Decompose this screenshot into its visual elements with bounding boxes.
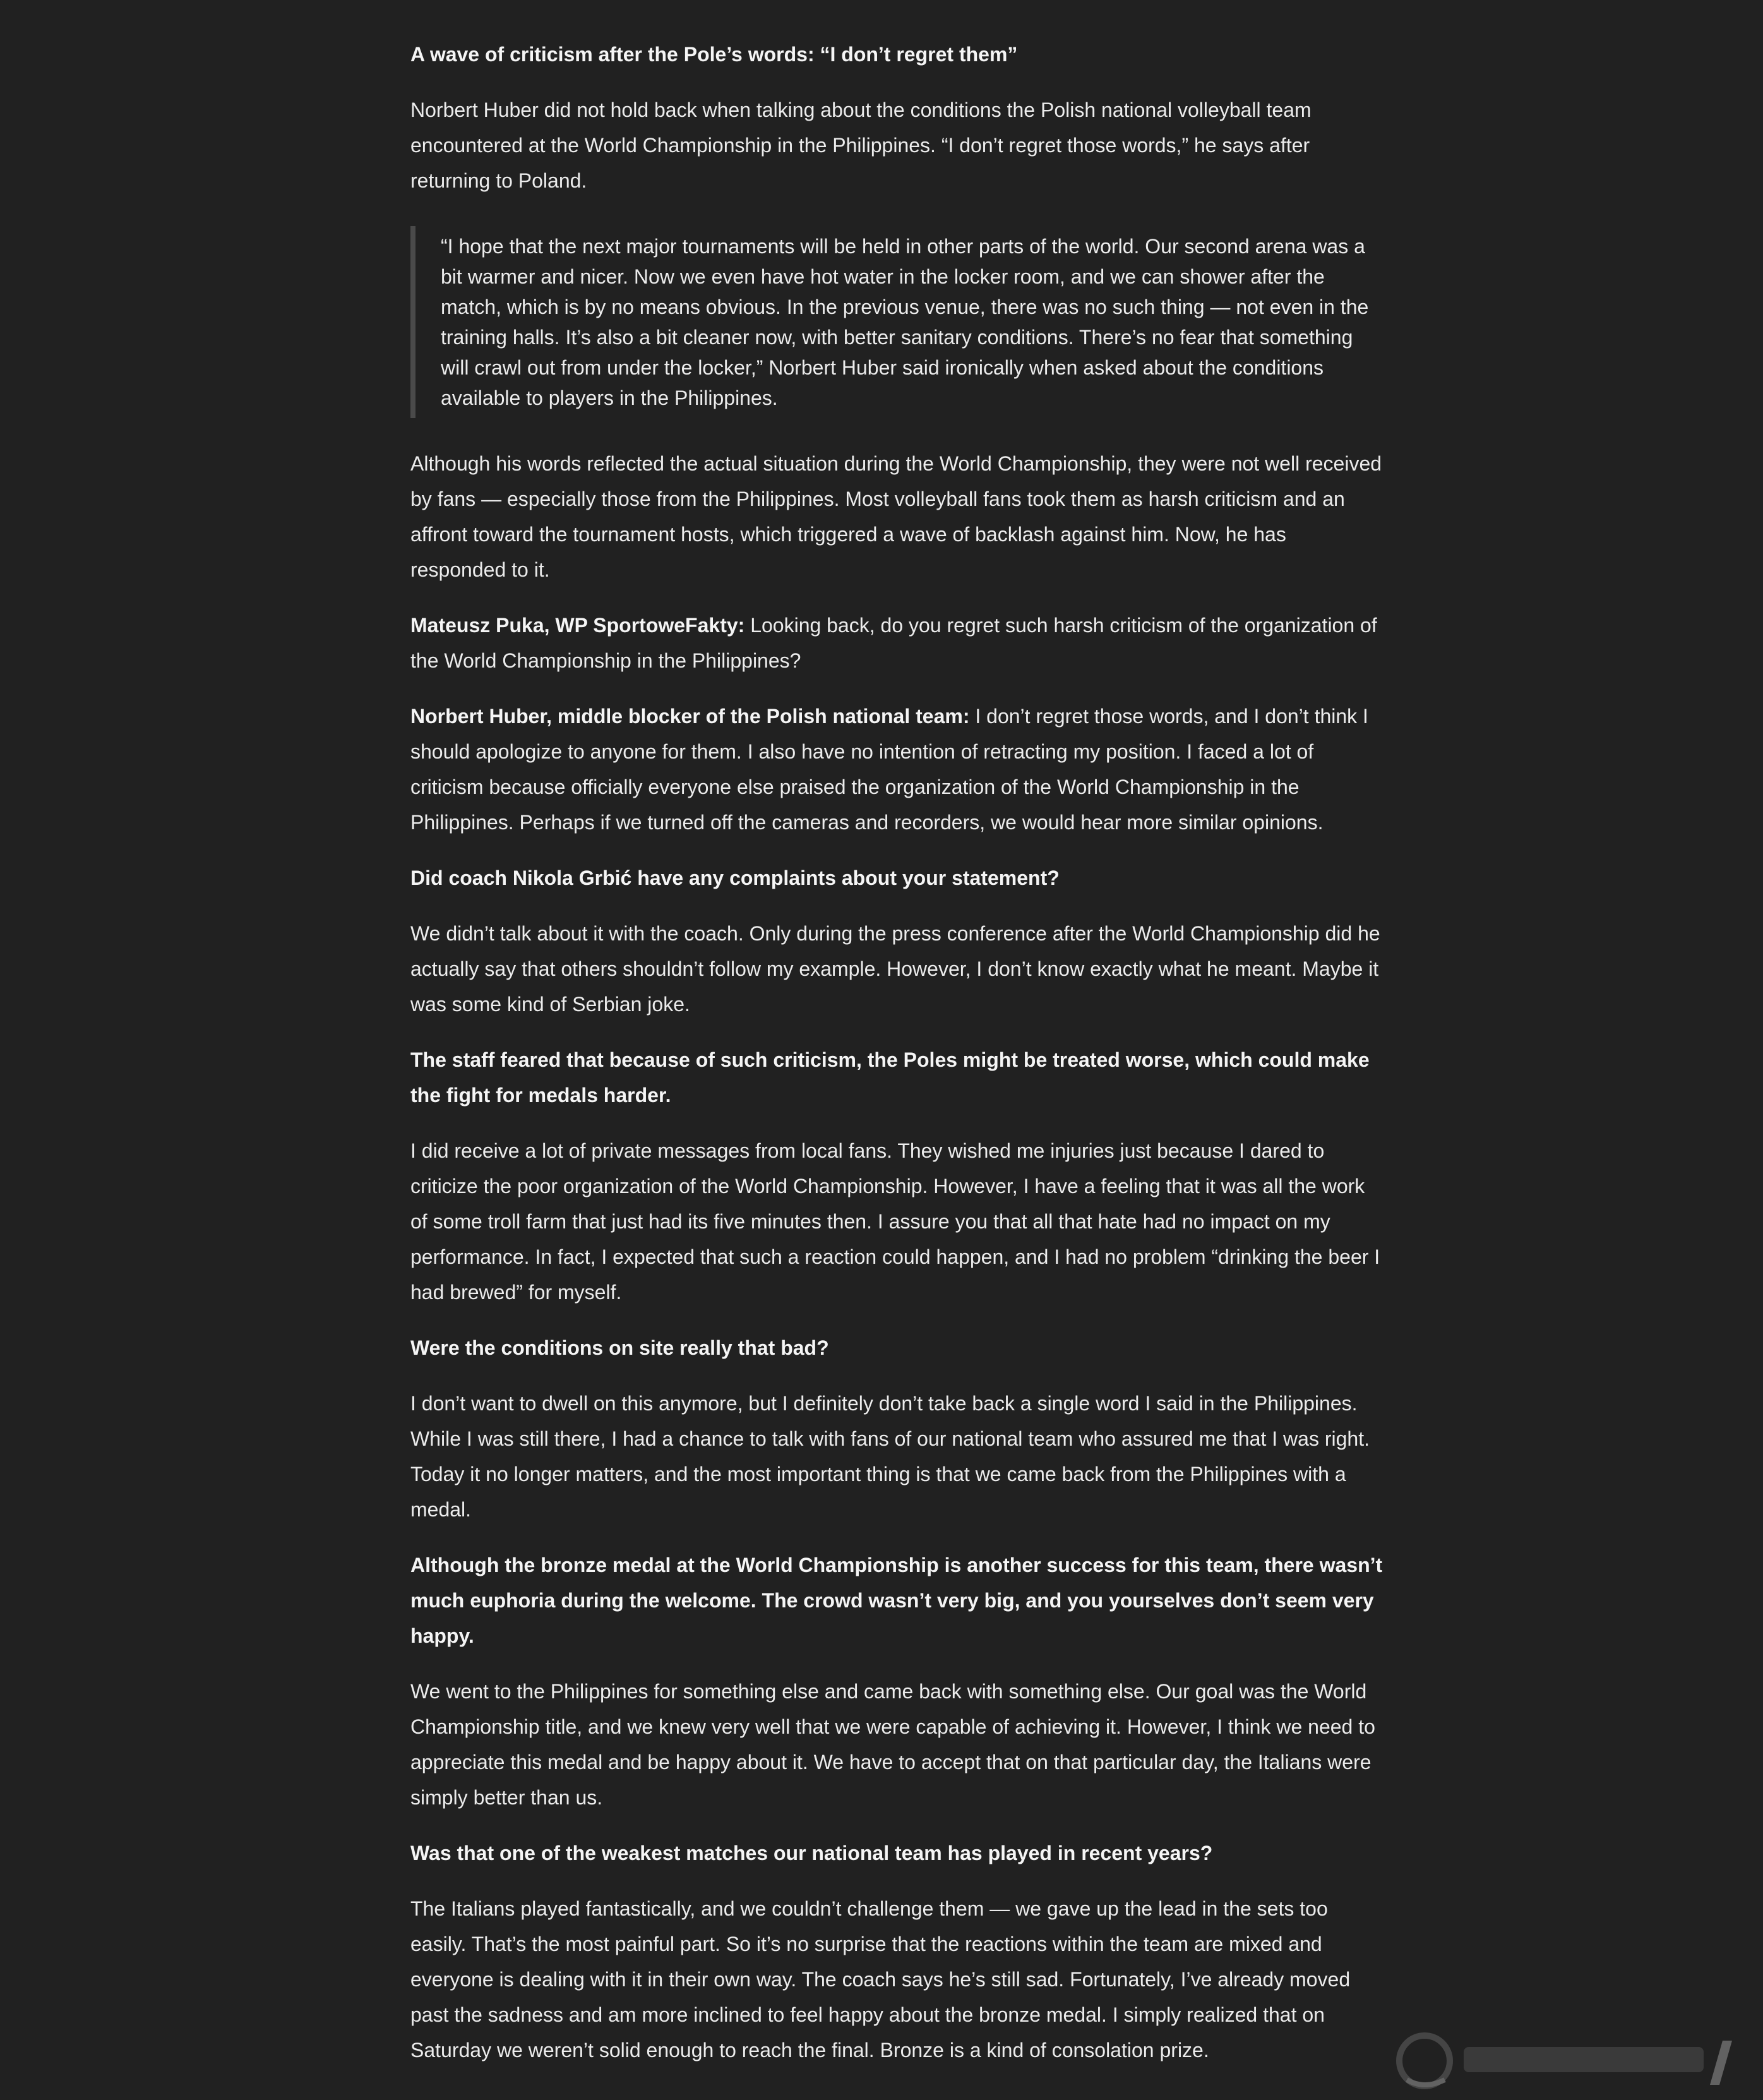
interview-question-2: Did coach Nikola Grbić have any complaints about your statement? [410, 867, 1060, 889]
answer-1-text: I don’t regret those words, and I don’t think I should apologize to anyone for them. I also have no intention of retracting my position. I faced a lot of criticism because officially everyone else praised the organization of the World Championship in the Philippines. Perhaps if we turned off the cameras and recorders, we would hear more similar opinions. [410, 705, 1368, 834]
interviewee-name: Norbert Huber, middle blocker of the Polish national team: [410, 705, 970, 728]
interview-question-5: Although the bronze medal at the World Championship is another success for this team, there wasn’t much euphoria during the welcome. The crowd wasn’t very big, and you yourselves don’t seem very happy. [410, 1554, 1383, 1647]
interview-answer-6: The Italians played fantastically, and we couldn’t challenge them — we gave up the lead in the sets too easily. That’s the most painful part. So it’s no surprise that the reactions within the team are mixed and everyone is dealing with it in their own way. The coach says he’s still sad. Fortunately, I’ve already moved past the sadness and am more inclined to feel happy about the bronze medal. I simply realized that on Saturday we weren’t solid enough to reach the final. Bronze is a kind of consolation prize. [410, 1897, 1351, 2061]
watermark-logo [1394, 2022, 1748, 2091]
interview-question-3: The staff feared that because of such criticism, the Poles might be treated worse, which could make the fight for medals harder. [410, 1048, 1370, 1107]
interview-question-6: Was that one of the weakest matches our national team has played in recent years? [410, 1842, 1213, 1864]
blockquote: “I hope that the next major tournaments will be held in other parts of the world. Our second arena was a bit warmer and nicer. Now we even have hot water in the locker room, and we can shower after the match, which is by no means obvious. In the previous venue, there was no such thing — not even in the training halls. It’s also a bit cleaner now, with better sanitary conditions. There’s no fear that something will crawl out from under the locker,” Norbert Huber said ironically when asked about the conditions available to players in the Philippines. [410, 226, 1386, 418]
interview-answer-2: We didn’t talk about it with the coach. Only during the press conference after the World Championship did he actually say that others shouldn’t follow my example. However, I don’t know exactly what he meant. Maybe it was some kind of Serbian joke. [410, 922, 1380, 1016]
interviewer-name: Mateusz Puka, WP SportoweFakty: [410, 614, 745, 637]
interview-answer-3: I did receive a lot of private messages from local fans. They wished me injuries just because I dared to criticize the poor organization of the World Championship. However, I have a feeling that it was all the work of some troll farm that just had its five minutes then. I assure you that all that hate had no impact on my performance. In fact, I expected that such a reaction could happen, and I had no problem “drinking the beer I had brewed” for myself. [410, 1139, 1380, 1304]
article-body [410, 37, 1386, 2088]
article-heading: A wave of criticism after the Pole’s words: “I don’t regret them” [410, 43, 1018, 66]
interview-question-1 [410, 608, 1386, 678]
reception-paragraph: Although his words reflected the actual situation during the World Championship, they were not well received by fans — especially those from the Philippines. Most volleyball fans took them as harsh criticism and an affront toward the tournament hosts, which triggered a wave of backlash against him. Now, he has responded to it. [410, 452, 1382, 581]
question-1-text: Looking back, do you regret such harsh criticism of the organization of the World Championship in the Philippines? [410, 614, 1377, 672]
interview-answer-4: I don’t want to dwell on this anymore, but I definitely don’t take back a single word I said in the Philippines. While I was still there, I had a chance to talk with fans of our national team who assured me that I was right. Today it no longer matters, and the most important thing is that we came back from the Philippines with a medal. [410, 1392, 1370, 1521]
interview-answer-5: We went to the Philippines for something else and came back with something else. Our goal was the World Championship title, and we knew very well that we were capable of achieving it. However, I think we need to appreciate this medal and be happy about it. We have to accept that on that particular day, the Italians were simply better than us. [410, 1680, 1375, 1809]
interview-answer-1 [410, 699, 1386, 840]
interview-question-4: Were the conditions on site really that bad? [410, 1336, 829, 1359]
intro-paragraph: Norbert Huber did not hold back when talking about the conditions the Polish national volleyball team encountered at the World Championship in the Philippines. “I don’t regret those words,” he says after returning to Poland. [410, 99, 1312, 192]
